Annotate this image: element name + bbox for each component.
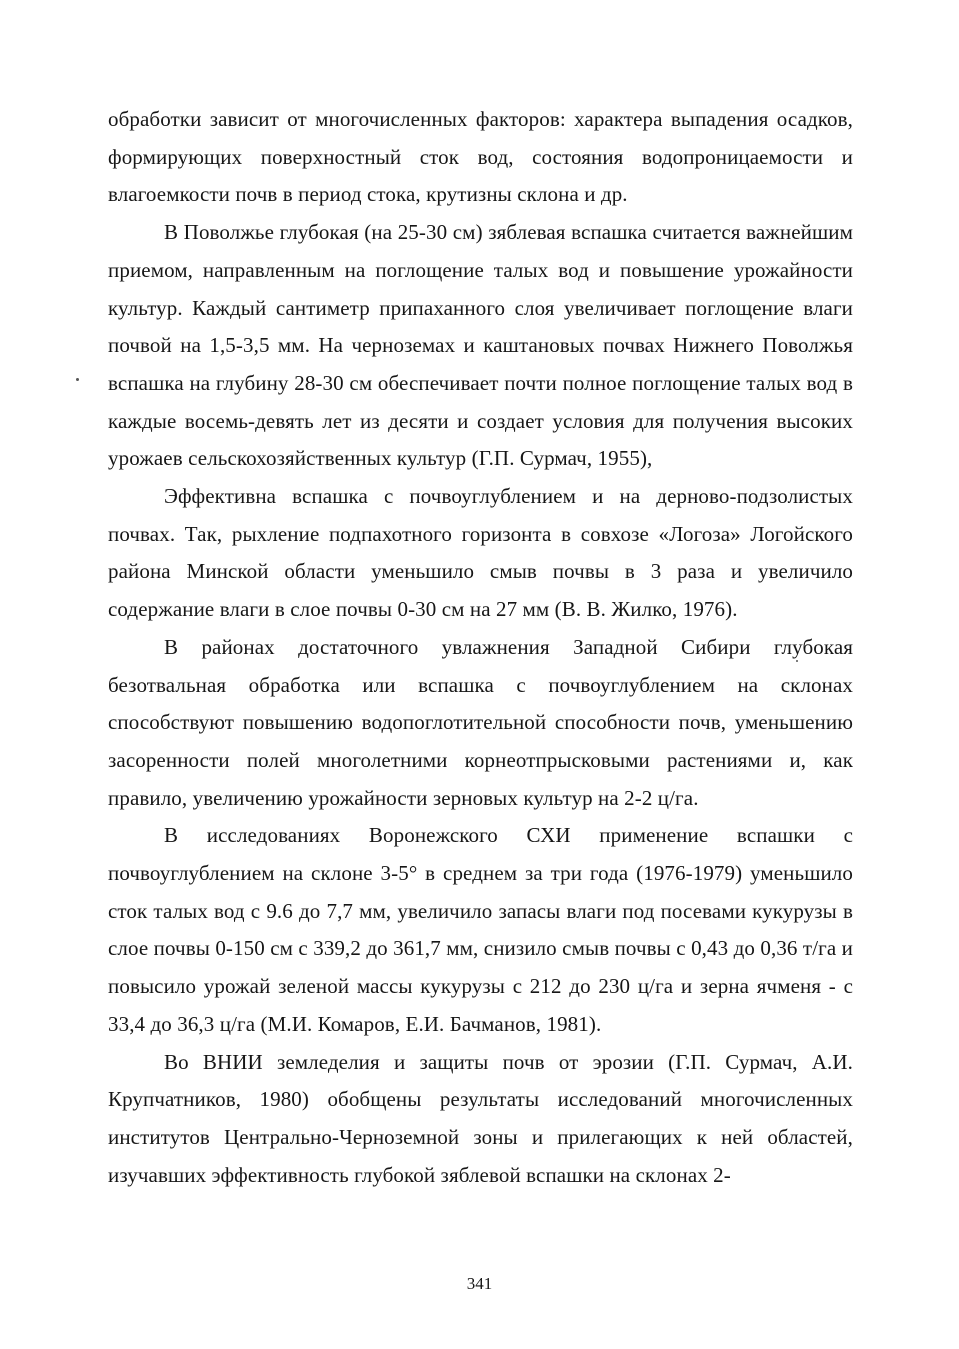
paragraph-1: обработки зависит от многочисленных факторов: характера выпадения осадков, формирующих поверхностный сток вод, состояния водопроницаемости и влагоемкости почв в период стока, крутизны склона и др. <box>108 107 853 207</box>
paragraph-3: Эффективна вспашка с почвоуглублением и на дерново-подзолистых почвах. Так, рыхление подпахотного горизонта в совхозе «Логоза» Логойского района Минской области уменьшило смыв почвы в 3 раза и увеличило содержание влаги в слое почвы 0-30 см на 27 мм (В. В. Жилко, 1976). <box>108 484 853 622</box>
paragraph-5: В исследованиях Воронежского СХИ применение вспашки с почвоуглублением на склоне 3-5° в среднем за три года (1976-1979) уменьшило сток талых вод с 9.6 до 7,7 мм, увеличило запасы влаги под посевами кукурузы в слое почвы 0-150 см с 339,2 до 361,7 мм, снизило смыв почвы с 0,43 до 0,36 т/га и повысило урожай зеленой массы кукурузы с 212 до 230 ц/га и зерна ячменя - с 33,4 до 36,3 ц/га (М.И. Комаров, Е.И. Бачманов, 1981). <box>108 823 853 1036</box>
paragraph-6: Во ВНИИ земледелия и защиты почв от эрозии (Г.П. Сурмач, А.И. Крупчатников, 1980) обобщены результаты исследований многочисленных институтов Центрально-Черноземной зоны и прилегающих к ней областей, изучавших эффективность глубокой зяблевой вспашки на склонах 2- <box>108 1049 853 1187</box>
scan-speck <box>796 660 798 662</box>
paragraph-2: В Поволжье глубокая (на 25-30 см) зяблевая вспашка считается важнейшим приемом, направленным на поглощение талых вод и повышение урожайности культур. Каждый сантиметр припаханного слоя увеличивает поглощение влаги почвой на 1,5-3,5 мм. На черноземах и каштановых почвах Нижнего Поволжья вспашка на глубину 28-30 см обеспечивает почти полное поглощение талых вод в каждые восемь-девять лет из десяти и создает условия для получения высоких урожаев сельскохозяйственных культур (Г.П. Сурмач, 1955), <box>108 220 853 471</box>
page-number: 341 <box>466 1274 493 1293</box>
scan-speck <box>76 378 79 381</box>
paragraph-4: В районах достаточного увлажнения Западной Сибири глубокая безотвальная обработка или вспашка с почвоуглублением на склонах способствуют повышению водопоглотительной способности почв, уменьшению засоренности полей многолетними корнеотпрысковыми растениями и, как правило, увеличению урожайности зерновых культур на 2-2 ц/га. <box>108 634 853 810</box>
body-text <box>108 101 853 1194</box>
